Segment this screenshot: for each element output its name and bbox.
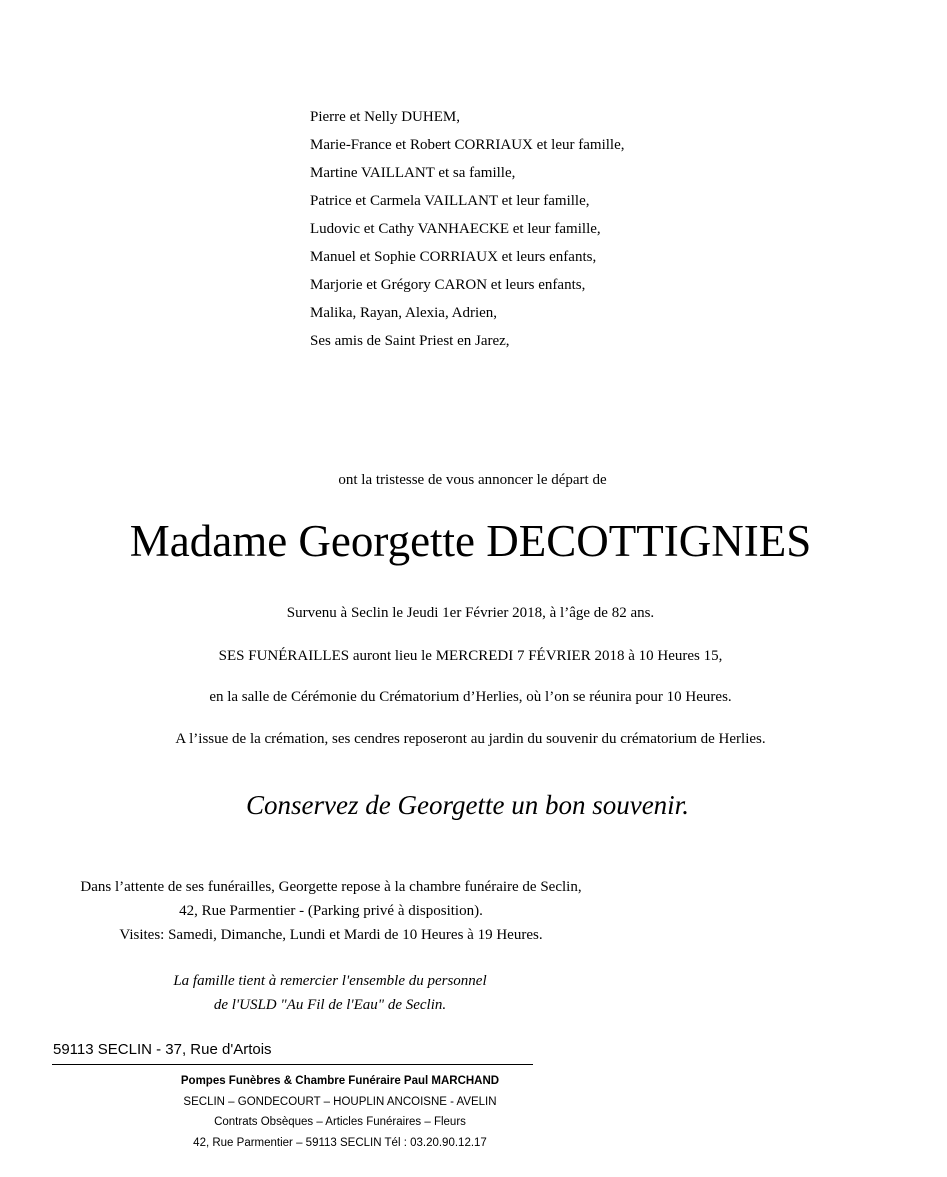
funeral-date: SES FUNÉRAILLES auront lieu le MERCREDI 7 FÉVRIER 2018 à 10 Heures 15,	[218, 648, 723, 664]
family-line: Pierre et Nelly DUHEM,	[310, 109, 460, 125]
family-line: Marjorie et Grégory CARON et leurs enfants,	[310, 277, 586, 293]
family-line: Manuel et Sophie CORRIAUX et leurs enfants,	[310, 249, 597, 265]
visiting-hours: Visites: Samedi, Dimanche, Lundi et Mardi de 10 Heures à 19 Heures.	[119, 927, 543, 943]
funeral-home-info	[0, 875, 662, 947]
thanks-note	[0, 969, 660, 1017]
announcement-intro: ont la tristesse de vous annoncer le départ de	[338, 472, 607, 488]
company-name: Pompes Funèbres & Chambre Funéraire Paul MARCHAND	[180, 1075, 500, 1087]
family-line: Malika, Rayan, Alexia, Adrien,	[310, 305, 498, 321]
rest-address: 42, Rue Parmentier - (Parking privé à disposition).	[179, 903, 483, 919]
ceremony-location: en la salle de Cérémonie du Crématorium d’Herlies, où l’on se réunira pour 10 Heures.	[209, 689, 732, 705]
company-services: Contrats Obsèques – Articles Funéraires – Fleurs	[214, 1116, 466, 1128]
company-contact: 42, Rue Parmentier – 59113 SECLIN Tél : 03.20.90.12.17	[193, 1136, 487, 1149]
family-line: Ludovic et Cathy VANHAECKE et leur famille,	[310, 221, 601, 237]
family-line: Martine VAILLANT et sa famille,	[310, 165, 516, 181]
thanks-line: La famille tient à remercier l'ensemble du personnel	[173, 973, 487, 989]
funeral-home-footer	[92, 1071, 588, 1153]
company-towns: SECLIN – GONDECOURT – HOUPLIN ANCOISNE - AVELIN	[183, 1095, 497, 1108]
deceased-name: Madame Georgette DECOTTIGNIES	[129, 516, 812, 566]
family-list	[310, 103, 625, 355]
souvenir-quote: Conservez de Georgette un bon souvenir.	[246, 790, 689, 820]
ashes-detail: A l’issue de la crémation, ses cendres reposeront au jardin du souvenir du crématorium de Herlies.	[175, 731, 766, 747]
death-detail: Survenu à Seclin le Jeudi 1er Février 2018, à l’âge de 82 ans.	[286, 605, 655, 621]
family-line: Ses amis de Saint Priest en Jarez,	[310, 333, 510, 349]
thanks-line: de l'USLD "Au Fil de l'Eau" de Seclin.	[213, 997, 447, 1013]
rest-line: Dans l’attente de ses funérailles, Georgette repose à la chambre funéraire de Seclin,	[80, 879, 582, 895]
family-line: Patrice et Carmela VAILLANT et leur famille,	[310, 193, 590, 209]
family-address: 59113 SECLIN - 37, Rue d'Artois	[53, 1041, 272, 1058]
divider	[52, 1064, 533, 1065]
family-line: Marie-France et Robert CORRIAUX et leur famille,	[310, 137, 625, 153]
